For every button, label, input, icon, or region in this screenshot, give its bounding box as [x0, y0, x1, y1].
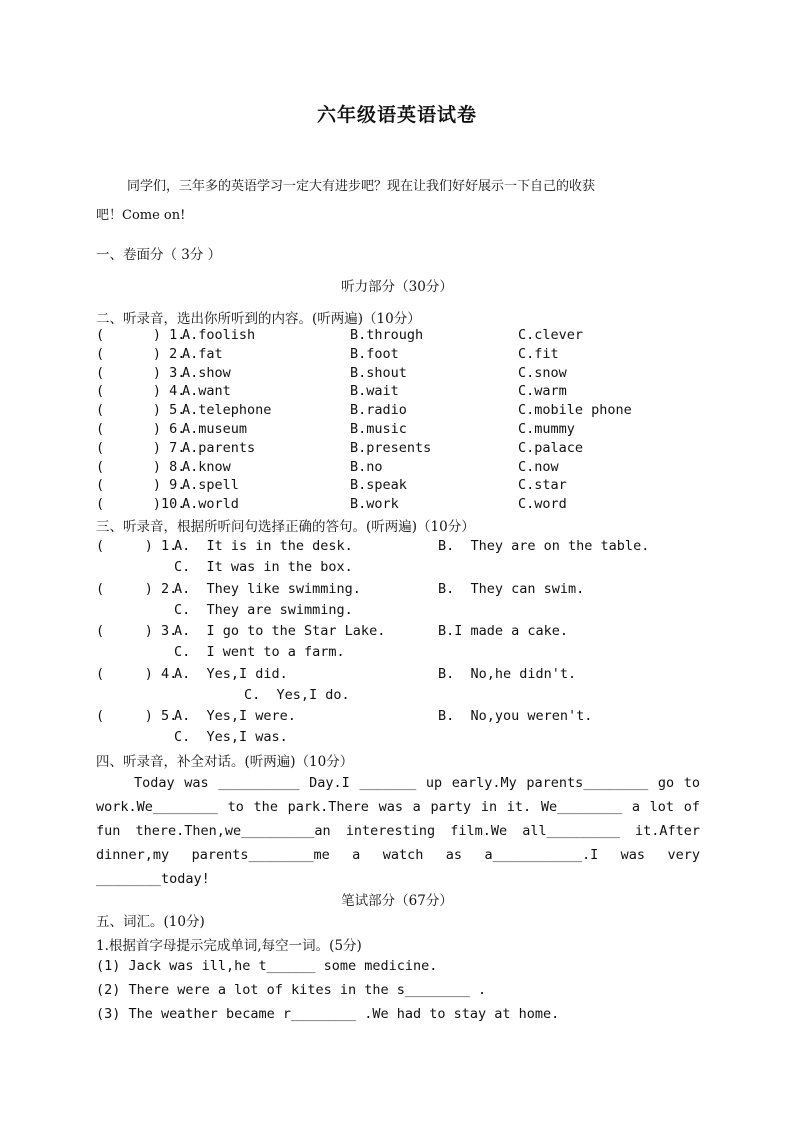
option-a: A. Yes,I were. — [174, 708, 296, 724]
option-b: B. They can swim. — [438, 580, 585, 597]
option-a: A. It is in the desk. — [174, 538, 353, 554]
answer-number: ( ) 2. — [96, 345, 186, 362]
option-a: A.spell — [182, 477, 239, 494]
section-5-heading: 五、词汇。(10分) — [96, 914, 205, 930]
option-a: A.want — [182, 383, 231, 400]
option-a: A.parents — [182, 439, 256, 456]
option-b: B. They are on the table. — [438, 538, 650, 554]
option-c: C.word — [518, 496, 567, 513]
answer-number: ( ) 1. — [96, 327, 186, 343]
option-b: B.no — [350, 458, 383, 475]
answer-number: ( ) 8. — [96, 458, 186, 475]
answer-number: ( ) 3. — [96, 364, 186, 381]
option-b: B.speak — [350, 477, 407, 494]
option-c: C.mummy — [518, 421, 575, 437]
writing-header: 笔试部分（67分） — [341, 893, 453, 909]
answer-number: ( ) 1. — [96, 538, 178, 554]
option-c: C.now — [518, 458, 559, 475]
option-c: C. They are swimming. — [174, 601, 353, 618]
option-b: B.radio — [350, 402, 407, 419]
section-4-heading: 四、听录音，补全对话。(听两遍)（10分） — [96, 754, 354, 770]
page-title: 六年级语英语试卷 — [316, 104, 477, 126]
option-c: C.mobile phone — [518, 402, 632, 419]
option-a: A.telephone — [182, 402, 272, 419]
answer-number: ( ) 5. — [96, 402, 186, 419]
answer-number: ( ) 2. — [96, 580, 178, 597]
intro-line-2: 吧！Come on! — [96, 208, 186, 223]
section-2-heading: 二、听录音，选出你所听到的内容。(听两遍)（10分） — [96, 311, 421, 327]
option-a: A.know — [182, 458, 231, 475]
option-a: A. I go to the Star Lake. — [174, 623, 386, 639]
answer-number: ( )10. — [96, 496, 186, 513]
option-b: B.shout — [350, 364, 407, 381]
option-b: B.through — [350, 327, 424, 343]
option-c: C.fit — [518, 345, 559, 362]
passage-text: Today was __________ Day.I _______ up early.My parents________ go to work.We________ to the park.There was a party in it. We________ a lot of fun there.Then,we_________an interesting film.We all_________ it.After dinner,my parents________me a watch as a___________.I was very ________today! — [96, 775, 700, 887]
answer-number: ( ) 7. — [96, 439, 186, 456]
answer-number: ( ) 4. — [96, 665, 178, 682]
answer-number: ( ) 3. — [96, 623, 178, 639]
option-b: B. No,you weren't. — [438, 708, 593, 724]
option-c: C.clever — [518, 327, 584, 343]
option-a: A.foolish — [182, 327, 256, 343]
option-c: C. I went to a farm. — [174, 644, 345, 660]
option-a: A. Yes,I did. — [174, 665, 288, 682]
intro-line-1: 同学们，三年多的英语学习一定大有进步吧？现在让我们好好展示一下自己的收获 — [127, 179, 596, 194]
option-a: A.fat — [182, 345, 223, 362]
option-c: C.star — [518, 477, 567, 494]
answer-number: ( ) 9. — [96, 477, 186, 494]
option-c: C.warm — [518, 383, 567, 400]
vocab-line-2: (2) There were a lot of kites in the s________ . — [96, 982, 487, 998]
listening-header: 听力部分（30分） — [341, 279, 453, 295]
section-3-heading: 三、听录音，根据所听问句选择正确的答句。(听两遍)（10分） — [96, 519, 475, 535]
vocab-line-1: (1) Jack was ill,he t______ some medicine. — [96, 958, 438, 974]
option-a: A.show — [182, 364, 231, 381]
option-a: A.museum — [182, 421, 248, 437]
answer-number: ( ) 6. — [96, 421, 186, 437]
option-a: A.world — [182, 496, 239, 513]
section-1-heading: 一、卷面分（ 3分 ） — [96, 247, 222, 263]
option-c: C. Yes,I was. — [174, 729, 288, 745]
vocab-line-3: (3) The weather became r________ .We had to stay at home. — [96, 1006, 560, 1022]
option-a: A. They like swimming. — [174, 580, 361, 597]
intro-paragraph — [96, 172, 700, 230]
option-c: C. It was in the box. — [174, 559, 353, 575]
section-4-passage — [96, 771, 700, 891]
answer-number: ( ) 5. — [96, 708, 178, 724]
option-b: B.foot — [350, 345, 399, 362]
option-b: B.presents — [350, 439, 432, 456]
section-5-sub1: 1.根据首字母提示完成单词,每空一词。(5分) — [96, 938, 362, 954]
option-b: B.I made a cake. — [438, 623, 569, 639]
option-b: B. No,he didn't. — [438, 665, 577, 682]
option-c: C.palace — [518, 439, 584, 456]
option-c: C. Yes,I do. — [244, 686, 350, 703]
option-b: B.music — [350, 421, 407, 437]
answer-number: ( ) 4. — [96, 383, 186, 400]
option-c: C.snow — [518, 364, 567, 381]
option-b: B.work — [350, 496, 399, 513]
option-b: B.wait — [350, 383, 399, 400]
